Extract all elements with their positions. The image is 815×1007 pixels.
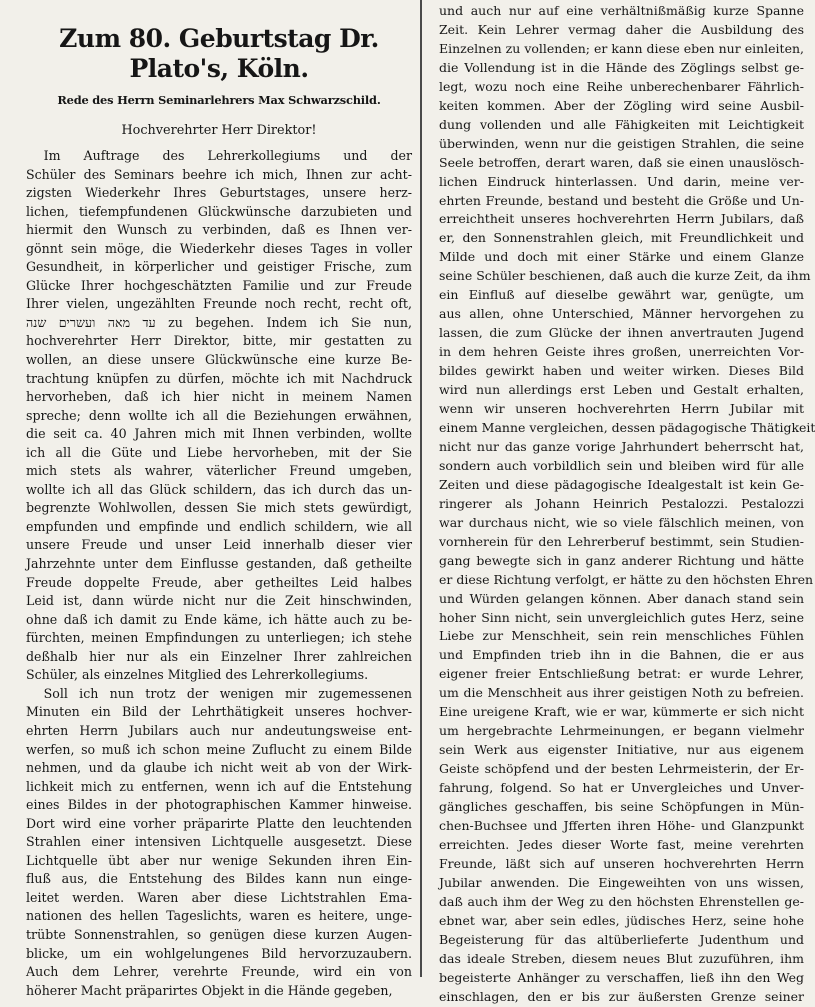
- text-line: dung vollenden und alle Fähigkeiten mit Leichtigkeit: [439, 116, 804, 132]
- text-line: wollen, an diese unsere Glückwünsche eine kurze Be-: [26, 352, 412, 368]
- text-line: erreichtheit unseres hochverehrten Herrn Jubilars, daß: [439, 211, 804, 227]
- text-line: lichen, tiefempfundenen Glückwünsche darzubieten und: [26, 203, 412, 219]
- text-line: fluß aus, die Entstehung des Bildes kann nun einge-: [26, 871, 412, 887]
- text-line: Seele betroffen, derart waren, daß sie einen unauslösch-: [439, 154, 804, 170]
- text-line: Strahlen einer intensiven Lichtquelle ausgesetzt. Diese: [26, 834, 412, 850]
- text-line: Jubilar anwenden. Die Eingeweihten von uns wissen,: [439, 874, 804, 890]
- text-line: lichkeit mich zu entfernen, wenn ich auf die Entstehung: [26, 778, 412, 794]
- text-line: chen-Buchsee und Jfferten ihren Höhe- und Glanzpunkt: [439, 817, 804, 833]
- text-line: vornherein für den Lehrerberuf bestimmt, sein Studien-: [439, 533, 804, 549]
- text-line: Freude doppelte Freude, aber getheiltes Leid halbes: [26, 574, 412, 590]
- text-line: in dem hehren Geiste ihres großen, unerreichten Vor-: [439, 344, 804, 360]
- text-line: die Vollendung ist in die Hände des Zöglings selbst ge-: [439, 59, 804, 75]
- text-line: war durchaus nicht, wie so viele fälschlich meinen, von: [439, 514, 804, 530]
- text-line: eines Bildes in der photographischen Kammer hinweise.: [26, 797, 412, 813]
- text-line: werfen, so muß ich schon meine Zuflucht zu einem Bilde: [26, 741, 412, 757]
- text-line: Schüler, als einzelnes Mitglied des Lehrerkollegiums.: [26, 667, 369, 683]
- left-paragraphs: [26, 147, 412, 1000]
- text-line: keiten kommen. Aber der Zögling wird seine Ausbil-: [439, 97, 804, 113]
- text-line: und Würden gelangen können. Aber danach stand sein: [439, 590, 804, 606]
- paragraph: [26, 685, 412, 1000]
- paragraph: [26, 147, 412, 685]
- text-line: Zeiten und diese pädagogische Idealgestalt ist kein Ge-: [439, 476, 804, 492]
- text-line: gang bewegte sich in ganz anderer Richtung und hätte: [439, 552, 804, 568]
- text-line: Liebe zur Menschheit, sein rein menschliches Fühlen: [439, 628, 804, 644]
- text-line: Schüler des Seminars beehre ich mich, Ihnen zur acht-: [26, 166, 412, 182]
- text-line: ehrten Freunde, bestand und besteht die Größe und Un-: [439, 192, 804, 208]
- text-line: aus allen, ohne Unterschied, Männer hervorgehen zu: [439, 306, 804, 322]
- text-line: überwinden, wenn nur die geistigen Strahlen, die seine: [439, 135, 804, 151]
- text-line: gönnt sein möge, die Wiederkehr dieses Tages in voller: [26, 240, 412, 256]
- text-line: leitet werden. Waren aber diese Lichtstrahlen Ema-: [26, 889, 412, 905]
- text-line: Lichtquelle übt aber nur wenige Sekunden ihren Ein-: [26, 852, 412, 868]
- text-line: Leid ist, dann würde nicht nur die Zeit hinschwinden,: [26, 593, 412, 609]
- text-line: gängliches geschaffen, bis seine Schöpfungen in Mün-: [439, 799, 804, 815]
- text-line: hochverehrter Herr Direktor, bitte, mir gestatten zu: [26, 333, 412, 349]
- text-line: lichen Eindruck hinterlassen. Und darin, meine ver-: [439, 173, 804, 189]
- text-line: Dort wird eine vorher präparirte Platte den leuchtenden: [26, 815, 412, 831]
- text-line: Freunde, läßt sich auf unseren hochverehrten Herrn: [439, 855, 804, 871]
- text-line: er diese Richtung verfolgt, er hätte zu den höchsten Ehren: [439, 571, 814, 587]
- right-paragraphs: [439, 2, 815, 1007]
- text-line: fahrung, folgend. So hat er Unvergleiches und Unver-: [439, 780, 804, 796]
- text-line: die seit ca. 40 Jahren mich mit Ihnen verbinden, wollte: [26, 426, 412, 442]
- text-line: und Empfinden trieb ihn in die Bahnen, die er aus: [439, 647, 804, 663]
- article-subtitle: Rede des Herrn Seminarlehrers Max Schwarzschild.: [57, 93, 381, 107]
- right-column: [425, 0, 815, 1004]
- text-line: hiermit den Wunsch zu verbinden, daß es Ihnen ver-: [26, 222, 412, 238]
- text-line: sein Werk aus eigenster Initiative, nur aus eigenem: [439, 742, 804, 758]
- text-line: hervorheben, daß ich hier nicht in meinem Namen: [26, 389, 412, 405]
- salutation: Hochverehrter Herr Direktor!: [121, 123, 317, 138]
- text-line: um hergebrachte Lehrmeinungen, er begann vielmehr: [439, 723, 804, 739]
- text-line: sondern auch vorbildlich sein und bleiben wird für alle: [439, 457, 804, 473]
- text-line: unsere Freude und unser Leid innerhalb dieser vier: [26, 537, 412, 553]
- text-line: eigener freier Entschließung betrat: er wurde Lehrer,: [439, 666, 804, 682]
- text-line: Glücke Ihrer hochgeschätzten Familie und zur Freude: [26, 277, 412, 293]
- text-line: um die Menschheit aus ihrer geistigen Noth zu befreien.: [439, 685, 804, 701]
- text-line: lassen, die zum Glücke der ihnen anvertrauten Jugend: [439, 325, 804, 341]
- text-line: Minuten ein Bild der Lehrthätigkeit unseres hochver-: [26, 704, 412, 720]
- text-line: wollte ich all das Glück schildern, das ich durch das un-: [26, 481, 412, 497]
- text-line: bildes gewirkt haben und weiter wirken. Dieses Bild: [439, 363, 804, 379]
- text-line: ehrten Herrn Jubilars auch nur andeutungsweise ent-: [26, 722, 412, 738]
- text-line: daß auch ihm der Weg zu den höchsten Ehrenstellen ge-: [439, 893, 804, 909]
- text-line: legt, wozu noch eine Reihe unberechenbarer Fährlich-: [439, 78, 804, 94]
- text-line: einschlagen, den er bis zur äußersten Grenze seiner: [439, 988, 804, 1004]
- text-line: Ihrer vielen, ungezählten Freunde noch recht, recht oft,: [26, 296, 412, 312]
- column-divider: [420, 0, 422, 977]
- text-line: ohne daß ich damit zu Ende käme, ich hätte auch zu be-: [26, 611, 412, 627]
- text-line: Begeisterung für das altüberlieferte Judenthum und: [439, 931, 804, 947]
- text-line: mich stets als wahrer, väterlicher Freund umgeben,: [26, 463, 412, 479]
- text-line: nehmen, und da glaube ich nicht weit ab von der Wirk-: [26, 760, 412, 776]
- text-line: Jahrzehnte unter dem Einflusse gestanden, daß getheilte: [26, 556, 412, 572]
- text-line: empfunden und empfinde und endlich schildern, wie all: [26, 518, 412, 534]
- text-line: Einzelnen zu vollenden; er kann diese eben nur einleiten,: [439, 40, 804, 56]
- text-line: Geiste schöpfend und der besten Lehrmeisterin, der Er-: [439, 761, 804, 777]
- text-line: wird nun allerdings erst Leben und Gestalt erhalten,: [439, 382, 804, 398]
- text-line: Milde und doch mit einer Stärke und einem Glanze: [439, 249, 804, 265]
- text-line: einem Manne vergleichen, dessen pädagogische Thätigkeit: [439, 419, 815, 435]
- text-line: nationen des hellen Tageslichts, waren es heitere, unge-: [26, 908, 412, 924]
- text-line: begeisterte Anhänger zu verschaffen, ließ ihn den Weg: [439, 969, 804, 985]
- text-line: das ideale Streben, diesem neues Blut zuzuführen, ihm: [439, 950, 804, 966]
- text-line: ringerer als Johann Heinrich Pestalozzi. Pestalozzi: [439, 495, 804, 511]
- text-line: Gesundheit, in körperlicher und geistiger Frische, zum: [26, 259, 412, 275]
- text-line: deßhalb hier nur als ein Einzelner Ihrer zahlreichen: [26, 648, 412, 664]
- text-line: fürchten, meinen Empfindungen zu unterliegen; ich stehe: [26, 630, 412, 646]
- text-line: hoher Sinn nicht, sein unvergleichlich gutes Herz, seine: [439, 609, 804, 625]
- text-line: zigsten Wiederkehr Ihres Geburtstages, unsere herz-: [26, 185, 412, 201]
- text-line: Soll ich nun trotz der wenigen mir zugemessenen: [43, 685, 412, 701]
- paragraph: [439, 2, 815, 1007]
- text-line: höherer Macht präparirtes Objekt in die Hände gegeben,: [26, 982, 393, 998]
- text-line: ebnet war, aber sein edles, jüdisches Herz, seine hohe: [439, 912, 804, 928]
- text-line: Im Auftrage des Lehrerkollegiums und der: [43, 148, 412, 163]
- text-line: begrenzte Wohlwollen, dessen Sie mich stets gewürdigt,: [26, 500, 412, 516]
- text-line: Auch dem Lehrer, verehrte Freunde, wird ein von: [26, 964, 412, 980]
- text-line: und auch nur auf eine verhältnißmäßig kurze Spanne: [439, 3, 804, 18]
- text-line: עד מאה ועשרים שנה zu begehen. Indem ich Sie nun,: [26, 314, 412, 330]
- text-line: trachtung knüpfen zu dürfen, möchte ich mit Nachdruck: [26, 370, 412, 386]
- text-line: ich all die Güte und Liebe hervorheben, mit der Sie: [26, 444, 412, 460]
- text-line: Eine ureigene Kraft, wie er war, kümmerte er sich nicht: [439, 704, 804, 720]
- article-title: Zum 80. Geburtstag Dr. Plato's, Köln.: [59, 24, 379, 83]
- text-line: er, den Sonnenstrahlen gleich, mit Freundlichkeit und: [439, 230, 804, 246]
- text-line: wenn wir unseren hochverehrten Herrn Jubilar mit: [439, 401, 804, 417]
- text-line: Zeit. Kein Lehrer vermag daher die Ausbildung des: [439, 21, 804, 37]
- text-line: erreichten. Jedes dieser Worte fast, meine verehrten: [439, 836, 804, 852]
- text-line: nicht nur das ganze vorige Jahrhundert beherrscht hat,: [439, 438, 804, 454]
- text-line: blicke, um ein wohlgelungenes Bild hervorzuzaubern.: [26, 945, 412, 961]
- text-line: ein Einfluß auf dieselbe gewährt war, genügte, um: [439, 287, 804, 303]
- text-line: trübte Sonnenstrahlen, so genügen diese kurzen Augen-: [26, 926, 412, 942]
- text-line: seine Schüler beschienen, daß auch die kurze Zeit, da ihm: [439, 268, 811, 284]
- text-line: spreche; denn wollte ich all die Beziehungen erwähnen,: [26, 407, 412, 423]
